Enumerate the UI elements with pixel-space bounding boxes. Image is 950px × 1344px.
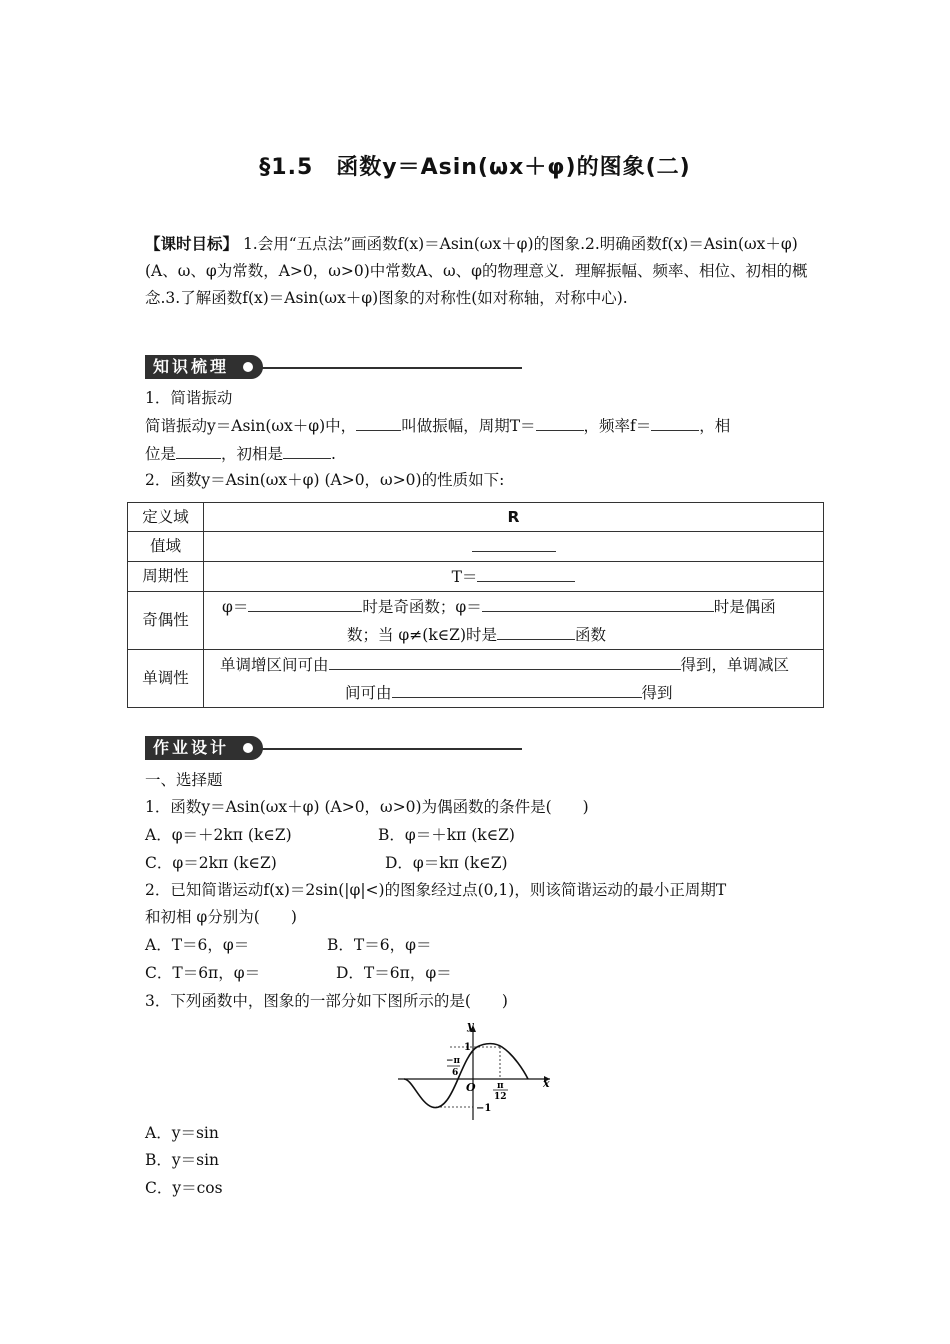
item1-line2 — [145, 440, 336, 468]
range-label: 值域 — [128, 532, 204, 562]
monotonicity-value — [204, 650, 824, 708]
q2-option-b: B．T＝6，φ＝ — [327, 936, 432, 954]
text-run: φ＝ — [222, 597, 249, 616]
monotonicity-label: 单调性 — [128, 650, 204, 708]
domain-label: 定义域 — [128, 503, 204, 532]
q3-option-c: C．y＝cos — [145, 1179, 223, 1197]
q2-option-a: A．T＝6，φ＝ — [145, 936, 250, 954]
text-run: 间可由 — [345, 683, 392, 702]
blank — [248, 593, 362, 612]
text-run: 时是偶函 — [713, 597, 776, 616]
table-row — [128, 592, 824, 650]
table-row — [128, 503, 824, 532]
q1-option-b: B．φ＝＋kπ (k∈Z) — [378, 826, 515, 844]
sine-graph — [390, 1015, 560, 1125]
origin-label: O — [466, 1081, 476, 1094]
q2-option-c: C．T＝6π，φ＝ — [145, 964, 261, 982]
table-row — [128, 532, 824, 562]
text-run: φ＝ — [455, 597, 482, 616]
blank — [472, 533, 556, 552]
blank — [329, 651, 681, 670]
parity-value — [204, 592, 824, 650]
blank — [651, 412, 699, 431]
text-run: 叫做振幅，周期T＝ — [401, 417, 536, 435]
section-header-knowledge — [145, 355, 263, 379]
blank — [392, 679, 642, 698]
x-axis-label: x — [543, 1077, 550, 1090]
section-rule — [262, 367, 522, 369]
item1-line1 — [145, 412, 730, 440]
section-title: 知识梳理 — [153, 357, 230, 376]
text-run: ，相 — [699, 417, 731, 435]
text-run: 简谐振动y＝Asin(ωx＋φ)中， — [145, 417, 357, 435]
blank — [536, 412, 584, 431]
goals-tag: 【课时目标】 — [145, 234, 239, 253]
section-badge — [145, 736, 263, 760]
properties-table — [127, 502, 824, 708]
y-min-label: −1 — [476, 1103, 492, 1114]
q1-option-a: A．φ＝＋2kπ (k∈Z) — [145, 826, 292, 844]
q3-option-b: B．y＝sin — [145, 1151, 220, 1169]
text-run: ，初相是 — [221, 445, 284, 463]
page-title: §1.5 函数y＝Asin(ωx＋φ)的图象(二) — [259, 155, 691, 180]
domain-value: R — [204, 503, 824, 532]
table-row — [128, 650, 824, 708]
question-3: 3．下列函数中，图象的一部分如下图所示的是( ) — [145, 992, 508, 1010]
blank — [497, 621, 575, 640]
period-value — [204, 562, 824, 592]
text-run: 数；当 φ≠(k∈Z)时是 — [347, 625, 497, 644]
y-axis-label: y — [467, 1019, 474, 1032]
table-row — [128, 562, 824, 592]
q1-option-c: C．φ＝2kπ (k∈Z) — [145, 854, 277, 872]
neg-tick-numerator: −π — [446, 1056, 461, 1066]
pos-tick-numerator: π — [497, 1081, 504, 1091]
blank — [176, 440, 221, 459]
text-run: 单调增区间可由 — [220, 655, 329, 674]
neg-tick-denominator: 6 — [452, 1068, 459, 1078]
q3-option-a: A．y＝sin — [145, 1124, 219, 1142]
text-run: 得到 — [641, 683, 673, 702]
bullet-dot-icon — [243, 362, 253, 372]
blank — [283, 440, 331, 459]
text-run: 位是 — [145, 445, 177, 463]
pos-tick-denominator: 12 — [494, 1092, 507, 1102]
section-title: 作业设计 — [153, 738, 230, 757]
text-run: 时是奇函数； — [362, 597, 456, 616]
text-run: 得到，单调减区 — [680, 655, 790, 674]
blank — [477, 563, 575, 582]
question-2-line1: 2．已知简谐运动f(x)＝2sin(|φ|<)的图象经过点(0,1)，则该简谐运动的最小正周期T — [145, 881, 727, 899]
blank — [356, 412, 401, 431]
section-badge — [145, 355, 263, 379]
course-goals — [145, 230, 813, 312]
q2-option-d: D．T＝6π，φ＝ — [336, 964, 452, 982]
section-rule — [262, 748, 522, 750]
period-label: 周期性 — [128, 562, 204, 592]
q1-option-d: D．φ＝kπ (k∈Z) — [385, 854, 508, 872]
y-max-label: 1 — [464, 1042, 471, 1053]
question-1: 1．函数y＝Asin(ωx＋φ) (A>0，ω>0)为偶函数的条件是( ) — [145, 798, 589, 816]
part-title: 一、选择题 — [145, 771, 223, 789]
section-header-homework — [145, 736, 263, 760]
goals-text: 1.会用“五点法”画函数f(x)＝Asin(ωx＋φ)的图象.2.明确函数f(x)＝Asin(ωx＋φ)(A、ω、φ为常数，A>0，ω>0)中常数A、ω、φ的物理意义．理解振幅、频率、相位、初相的概念.3.了解函数f(x)＝Asin(ωx＋φ)图象的对称性(如对称轴，对称中心). — [145, 235, 808, 307]
blank — [482, 593, 714, 612]
bullet-dot-icon — [243, 743, 253, 753]
text-run: . — [331, 445, 336, 463]
parity-label: 奇偶性 — [128, 592, 204, 650]
question-2-line2: 和初相 φ分别为( ) — [145, 908, 297, 926]
text-run: ，频率f＝ — [583, 417, 652, 435]
text-run: 函数 — [575, 625, 607, 644]
text-run: T＝ — [451, 567, 478, 586]
item2-title: 2．函数y＝Asin(ωx＋φ) (A>0，ω>0)的性质如下: — [145, 471, 505, 489]
item1-title: 1．简谐振动 — [145, 389, 233, 407]
range-value — [204, 532, 824, 562]
sine-curve — [404, 1044, 528, 1108]
